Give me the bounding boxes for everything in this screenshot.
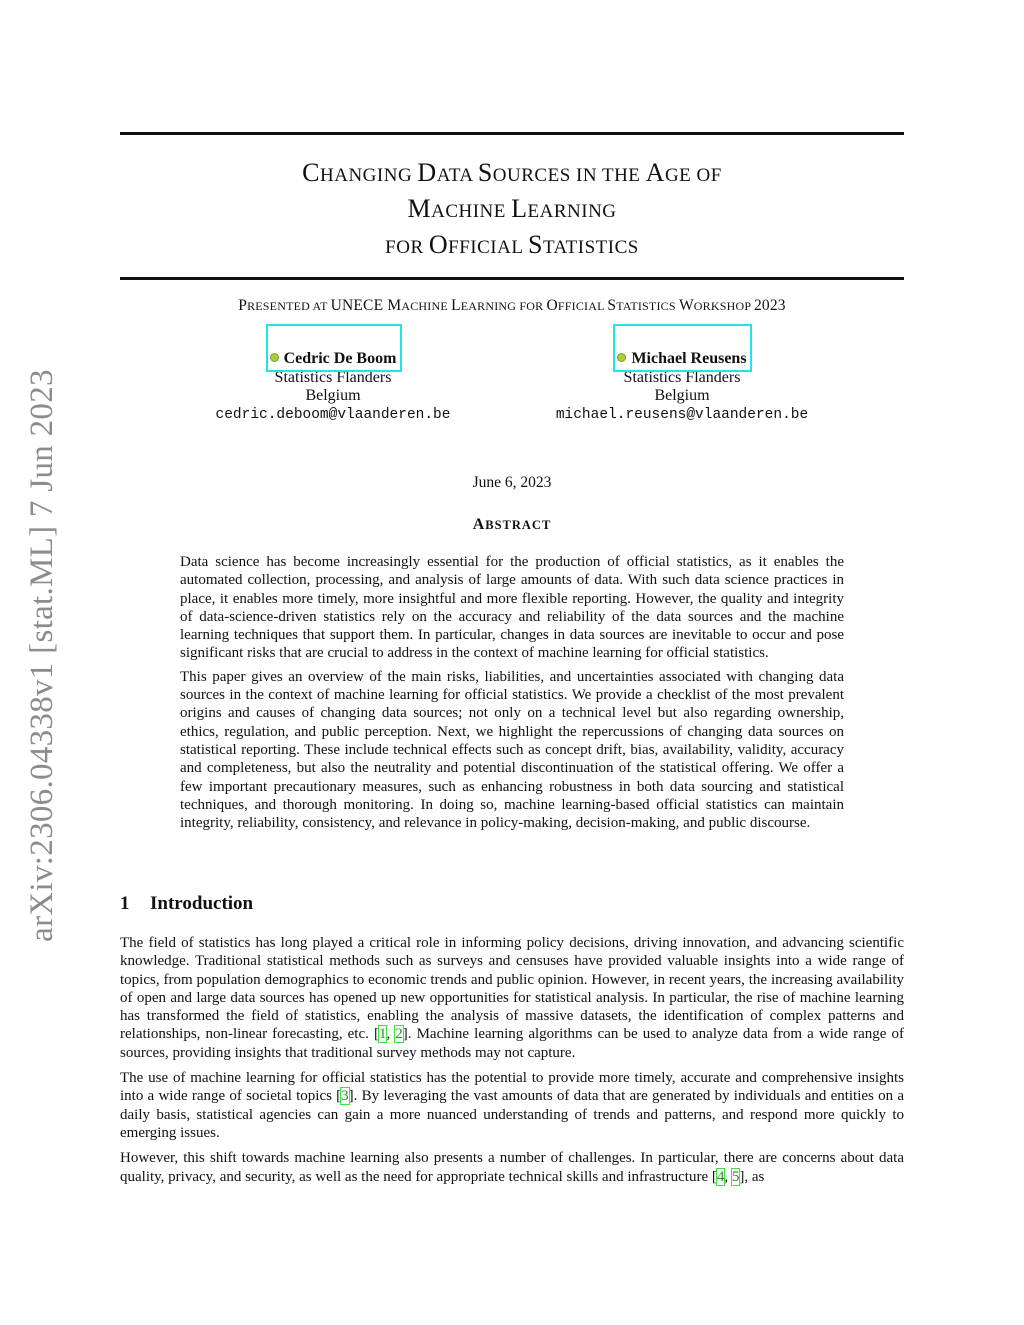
workshop-note: PRESENTED AT UNECE MACHINE LEARNING FOR OFFICIAL STATISTICS WORKSHOP 2023 bbox=[238, 297, 786, 314]
citation-link[interactable]: 2 bbox=[395, 1026, 403, 1043]
title-bottom-rule bbox=[120, 277, 904, 280]
author-block-1 bbox=[203, 350, 463, 424]
section-heading-introduction: 1 Introduction bbox=[120, 893, 254, 914]
citation-link[interactable]: 5 bbox=[731, 1168, 740, 1185]
title-line-2: MACHINE LEARNING bbox=[407, 194, 617, 223]
paper-title bbox=[120, 156, 904, 264]
title-line-1: CHANGING DATA SOURCES IN THE AGE OF bbox=[302, 158, 722, 187]
author-block-2 bbox=[552, 350, 812, 424]
abstract-paragraph: Data science has become increasingly essential for the production of official statistics, as it enables the automated collection, processing, and analysis of large amounts of data. With such data science practices in place, it enables more timely, more insightful and more flexible reporting. However, the quality and integrity of data-science-driven statistics rely on the accuracy and reliability of the data sources and the machine learning techniques that support them. In particular, changes in data sources are inevitable to occur and pose significant risks that are crucial to address in the context of machine learning for official statistics. bbox=[180, 554, 844, 662]
author-name-link-2[interactable]: Michael Reusens bbox=[617, 350, 746, 369]
arxiv-identifier-stamp[interactable] bbox=[19, 360, 65, 950]
title-top-rule bbox=[120, 132, 904, 135]
author-email: cedric.deboom@vlaanderen.be bbox=[215, 406, 451, 423]
arxiv-identifier-text: arXiv:2306.04338v1 [stat.ML] 7 Jun 2023 bbox=[23, 368, 60, 942]
title-line-3: FOR OFFICIAL STATISTICS bbox=[385, 230, 639, 259]
author-affiliation: Statistics Flanders bbox=[623, 368, 741, 386]
author-name-link-1[interactable]: Cedric De Boom bbox=[270, 350, 397, 369]
orcid-icon bbox=[270, 353, 279, 362]
citation-link[interactable]: 1 bbox=[378, 1026, 387, 1043]
body-paragraph: However, this shift towards machine learning also presents a number of challenges. In particular, there are concerns about data quality, privacy, and security, as well as the need for appropriate technical skills and infrastructure [4, 5], as bbox=[120, 1150, 904, 1185]
author-affiliation: Statistics Flanders bbox=[274, 368, 392, 386]
author-email: michael.reusens@vlaanderen.be bbox=[555, 406, 809, 423]
abstract-paragraph: This paper gives an overview of the main risks, liabilities, and uncertainties associated with changing data sources in the context of machine learning for official statistics. We provide a checklist of the most prevalent origins and causes of changing data sources; not only on a technical level but also regarding ownership, ethics, regulation, and public perception. Next, we highlight the repercussions of changing data sources on statistical reporting. These include technical effects such as concept drift, bias, availability, validity, accuracy and completeness, but also the neutrality and potential discontinuation of the statistical offering. We offer a few important precautionary measures, such as enhancing robustness in both data sourcing and statistical techniques, and thorough monitoring. In doing so, machine learning-based official statistics can maintain integrity, reliability, consistency, and relevance in policy-making, decision-making, and public discourse. bbox=[180, 668, 844, 832]
author-country: Belgium bbox=[305, 387, 361, 404]
publication-date: June 6, 2023 bbox=[472, 474, 552, 491]
author-country: Belgium bbox=[654, 387, 710, 404]
abstract-heading: ABSTRACT bbox=[472, 516, 552, 533]
body-paragraph: The field of statistics has long played a critical role in informing policy decisions, driving innovation, and advancing scientific knowledge. Traditional statistical methods such as surveys and censuses have provided valuable insights into a wide range of topics, from population demographics to economic trends and public opinion. However, in recent years, the increasing availability of open and large data sources has opened up new opportunities for statistical analysis. In particular, the rise of machine learning has transformed the field of statistics, enabling the analysis of massive datasets, the identification of complex patterns and relationships, non-linear forecasting, etc. [1, 2]. Machine learning algorithms can be used to analyze data from a wide range of sources, providing insights that traditional survey methods may not capture. bbox=[120, 935, 904, 1061]
abstract-body bbox=[180, 553, 844, 837]
orcid-icon bbox=[617, 353, 626, 362]
citation-link[interactable]: 3 bbox=[341, 1088, 349, 1105]
body-paragraph: The use of machine learning for official statistics has the potential to provide more timely, accurate and comprehensive insights into a wide range of societal topics [3]. By leveraging the vast amounts of data that are generated by individuals and entities on a daily basis, statistical agencies can gain a more nuanced understanding of trends and patterns, and respond more quickly to emerging issues. bbox=[120, 1070, 904, 1141]
introduction-body bbox=[120, 934, 904, 1193]
citation-link[interactable]: 4 bbox=[716, 1168, 725, 1185]
